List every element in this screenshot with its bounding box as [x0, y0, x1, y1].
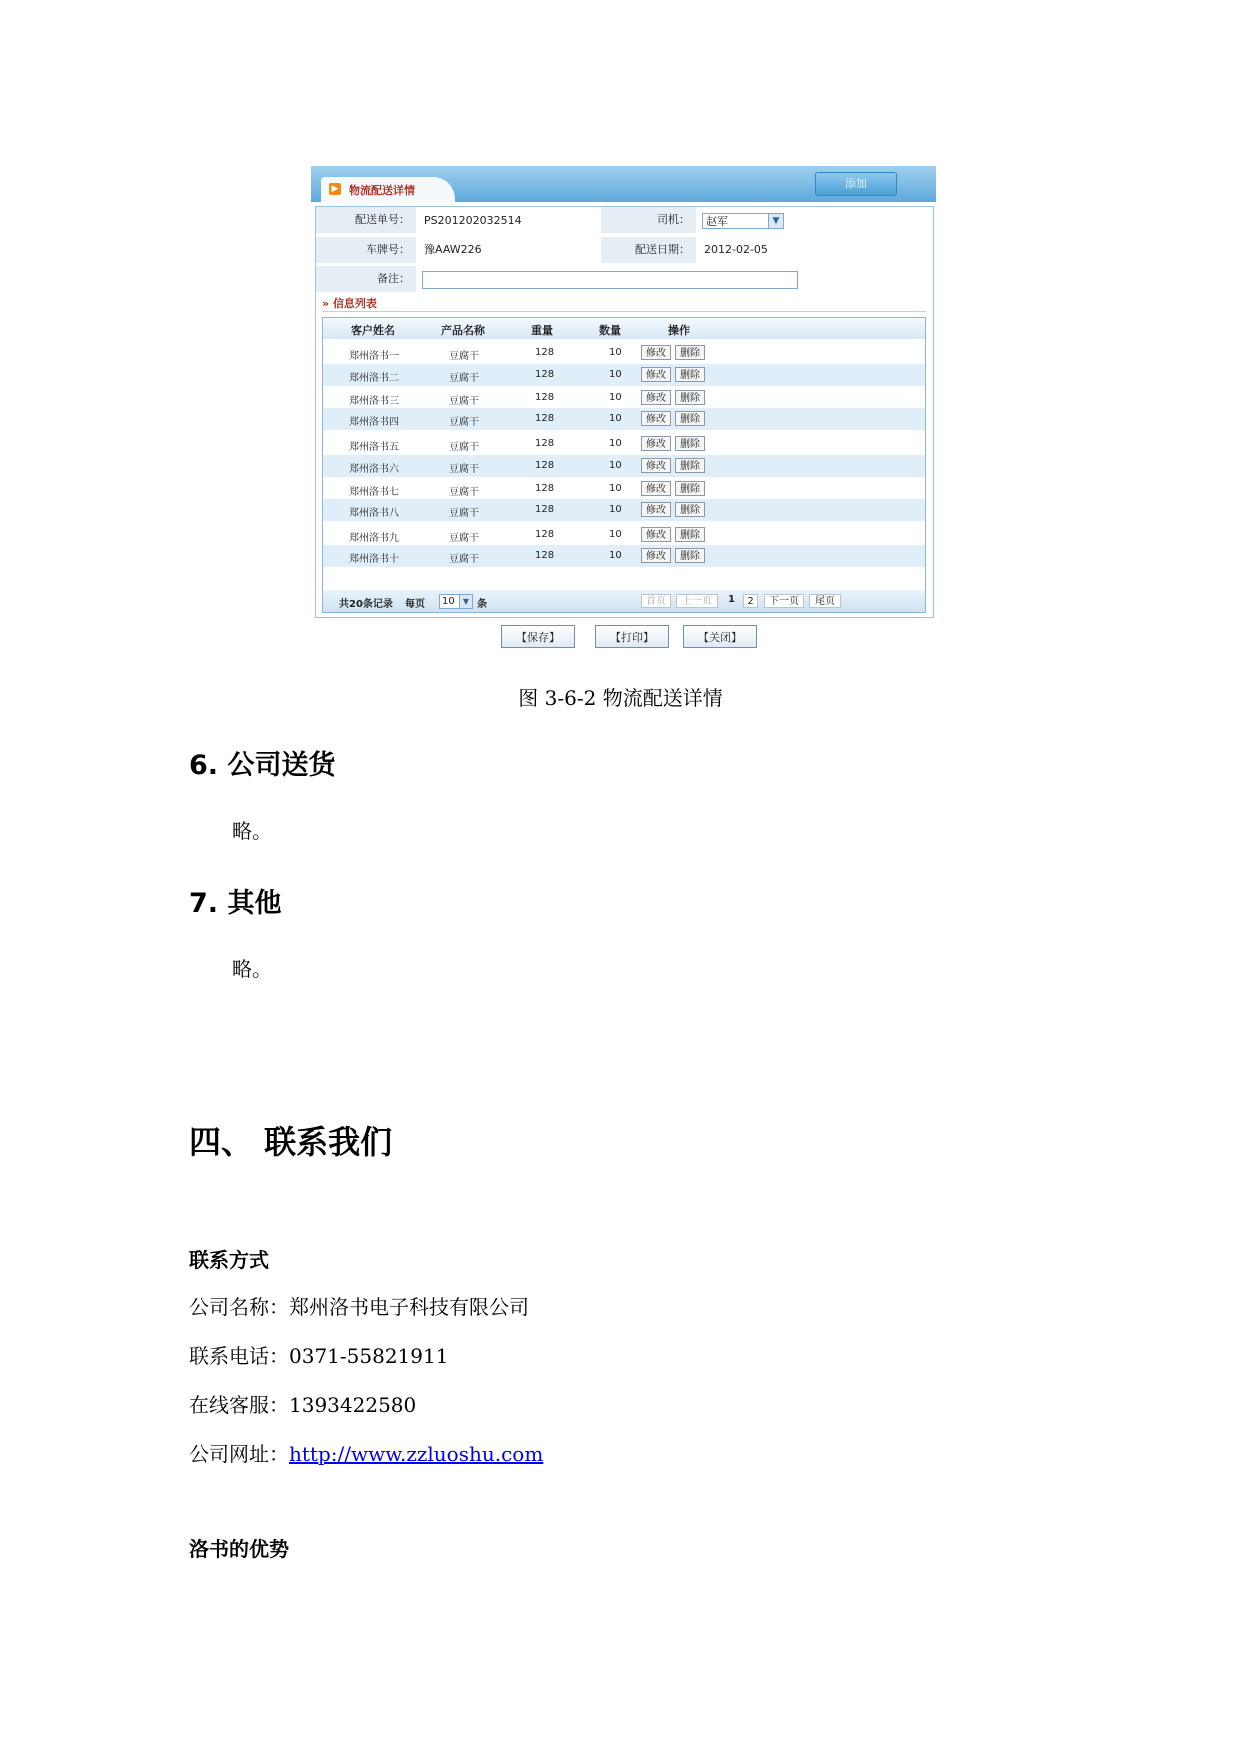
page-1-current[interactable]: 1 [728, 594, 735, 605]
edit-button[interactable]: 修改 [641, 502, 671, 517]
section-title [322, 295, 377, 311]
section-7-body: 略。 [232, 957, 272, 981]
cell-quantity: 10 [609, 529, 622, 540]
cell-customer: 郑州洛书三 [349, 396, 399, 407]
table-row [323, 545, 925, 567]
cell-product: 豆腐干 [449, 396, 479, 407]
cell-weight: 128 [535, 347, 555, 358]
column-header-product: 产品名称 [441, 324, 485, 337]
per-page-value: 10 [442, 596, 455, 607]
cell-product: 豆腐干 [449, 487, 479, 498]
cell-product: 豆腐干 [449, 373, 479, 384]
cell-weight: 128 [535, 483, 555, 494]
edit-button[interactable]: 修改 [641, 411, 671, 426]
driver-label: 司机： [601, 207, 696, 233]
close-button[interactable]: 【关闭】 [683, 625, 757, 648]
cell-weight: 128 [535, 413, 555, 424]
save-button[interactable]: 【保存】 [501, 625, 575, 648]
cell-product: 豆腐干 [449, 464, 479, 475]
edit-button[interactable]: 修改 [641, 527, 671, 542]
table-row [323, 387, 925, 409]
website-label: 公司网址： [189, 1442, 289, 1466]
delete-button[interactable]: 删除 [675, 345, 705, 360]
remark-label: 备注： [316, 266, 416, 292]
column-header-customer: 客户姓名 [351, 324, 395, 337]
panel-title: 物流配送详情 [349, 184, 415, 197]
cell-weight: 128 [535, 369, 555, 380]
cell-quantity: 10 [609, 550, 622, 561]
website-line [189, 1438, 543, 1467]
edit-button[interactable]: 修改 [641, 367, 671, 382]
double-chevron-icon: » [322, 297, 333, 310]
plate-value: 豫AAW226 [424, 243, 482, 256]
info-table [322, 317, 926, 613]
delete-button[interactable]: 删除 [675, 527, 705, 542]
delete-button[interactable]: 删除 [675, 458, 705, 473]
chapter-4-heading: 四、 联系我们 [189, 1123, 393, 1161]
section-title-text: 信息列表 [332, 297, 377, 310]
table-row [323, 364, 925, 386]
contact-phone: 联系电话：0371-55821911 [189, 1344, 449, 1368]
table-header [323, 318, 925, 339]
prev-page-button[interactable]: 上一页 [676, 594, 718, 608]
cell-quantity: 10 [609, 483, 622, 494]
driver-select[interactable] [702, 213, 784, 229]
cell-weight: 128 [535, 438, 555, 449]
cell-customer: 郑州洛书十 [349, 554, 399, 565]
cell-product: 豆腐干 [449, 442, 479, 453]
edit-button[interactable]: 修改 [641, 481, 671, 496]
first-page-button[interactable]: 首页 [641, 594, 671, 608]
cell-product: 豆腐干 [449, 417, 479, 428]
page-2-button[interactable]: 2 [743, 594, 758, 608]
order-no-label: 配送单号： [316, 207, 416, 233]
chevron-down-icon: ▼ [459, 595, 472, 608]
edit-button[interactable]: 修改 [641, 436, 671, 451]
divider [322, 311, 926, 312]
plate-label: 车牌号： [316, 237, 416, 263]
order-no-value: PS201202032514 [424, 214, 522, 227]
table-row [323, 408, 925, 430]
table-row [323, 478, 925, 500]
table-row [323, 342, 925, 364]
cell-quantity: 10 [609, 347, 622, 358]
date-value: 2012-02-05 [704, 243, 768, 256]
delete-button[interactable]: 删除 [675, 390, 705, 405]
column-header-action: 操作 [668, 324, 690, 337]
add-button[interactable]: 添加 [815, 172, 897, 196]
cell-customer: 郑州洛书一 [349, 351, 399, 362]
column-header-weight: 重量 [531, 324, 553, 337]
cell-customer: 郑州洛书四 [349, 417, 399, 428]
edit-button[interactable]: 修改 [641, 345, 671, 360]
delete-button[interactable]: 删除 [675, 481, 705, 496]
cell-customer: 郑州洛书八 [349, 508, 399, 519]
table-row [323, 455, 925, 477]
per-page-label: 每页 [405, 599, 425, 610]
cell-weight: 128 [535, 460, 555, 471]
table-row [323, 499, 925, 521]
website-link[interactable]: http://www.zzluoshu.com [289, 1442, 544, 1466]
cell-quantity: 10 [609, 504, 622, 515]
cell-quantity: 10 [609, 460, 622, 471]
cell-customer: 郑州洛书七 [349, 487, 399, 498]
record-count: 共20条记录 [339, 599, 393, 610]
edit-button[interactable]: 修改 [641, 458, 671, 473]
form-panel [315, 206, 934, 618]
cell-customer: 郑州洛书五 [349, 442, 399, 453]
remark-input[interactable] [422, 271, 798, 289]
cell-weight: 128 [535, 550, 555, 561]
per-page-unit: 条 [477, 599, 487, 610]
delete-button[interactable]: 删除 [675, 502, 705, 517]
edit-button[interactable]: 修改 [641, 548, 671, 563]
cell-quantity: 10 [609, 369, 622, 380]
column-header-quantity: 数量 [599, 324, 621, 337]
figure-caption: 图 3-6-2 物流配送详情 [518, 686, 723, 710]
cell-customer: 郑州洛书六 [349, 464, 399, 475]
online-service: 在线客服：1393422580 [189, 1393, 417, 1417]
next-page-button[interactable]: 下一页 [764, 594, 804, 608]
cell-quantity: 10 [609, 392, 622, 403]
arrow-right-icon: ▶ [329, 183, 341, 195]
driver-select-value: 赵军 [706, 215, 728, 228]
delete-button[interactable]: 删除 [675, 411, 705, 426]
table-row [323, 433, 925, 455]
delete-button[interactable]: 删除 [675, 436, 705, 451]
cell-product: 豆腐干 [449, 351, 479, 362]
edit-button[interactable]: 修改 [641, 390, 671, 405]
section-7-heading: 7. 其他 [189, 888, 282, 919]
cell-product: 豆腐干 [449, 508, 479, 519]
cell-weight: 128 [535, 392, 555, 403]
advantage-heading: 洛书的优势 [189, 1537, 289, 1561]
pager [323, 590, 925, 612]
date-label: 配送日期： [601, 237, 696, 263]
cell-customer: 郑州洛书二 [349, 373, 399, 384]
section-6-heading: 6. 公司送货 [189, 750, 336, 781]
contact-heading: 联系方式 [189, 1248, 269, 1272]
cell-weight: 128 [535, 529, 555, 540]
cell-weight: 128 [535, 504, 555, 515]
print-button[interactable]: 【打印】 [595, 625, 669, 648]
chevron-down-icon: ▼ [768, 214, 783, 228]
delete-button[interactable]: 删除 [675, 367, 705, 382]
cell-quantity: 10 [609, 438, 622, 449]
cell-quantity: 10 [609, 413, 622, 424]
cell-product: 豆腐干 [449, 533, 479, 544]
last-page-button[interactable]: 尾页 [809, 594, 841, 608]
cell-product: 豆腐干 [449, 554, 479, 565]
company-name: 公司名称：郑州洛书电子科技有限公司 [189, 1295, 529, 1319]
delete-button[interactable]: 删除 [675, 548, 705, 563]
table-row [323, 524, 925, 546]
per-page-select[interactable] [439, 594, 473, 609]
delivery-detail-figure [311, 166, 936, 644]
cell-customer: 郑州洛书九 [349, 533, 399, 544]
section-6-body: 略。 [232, 819, 272, 843]
